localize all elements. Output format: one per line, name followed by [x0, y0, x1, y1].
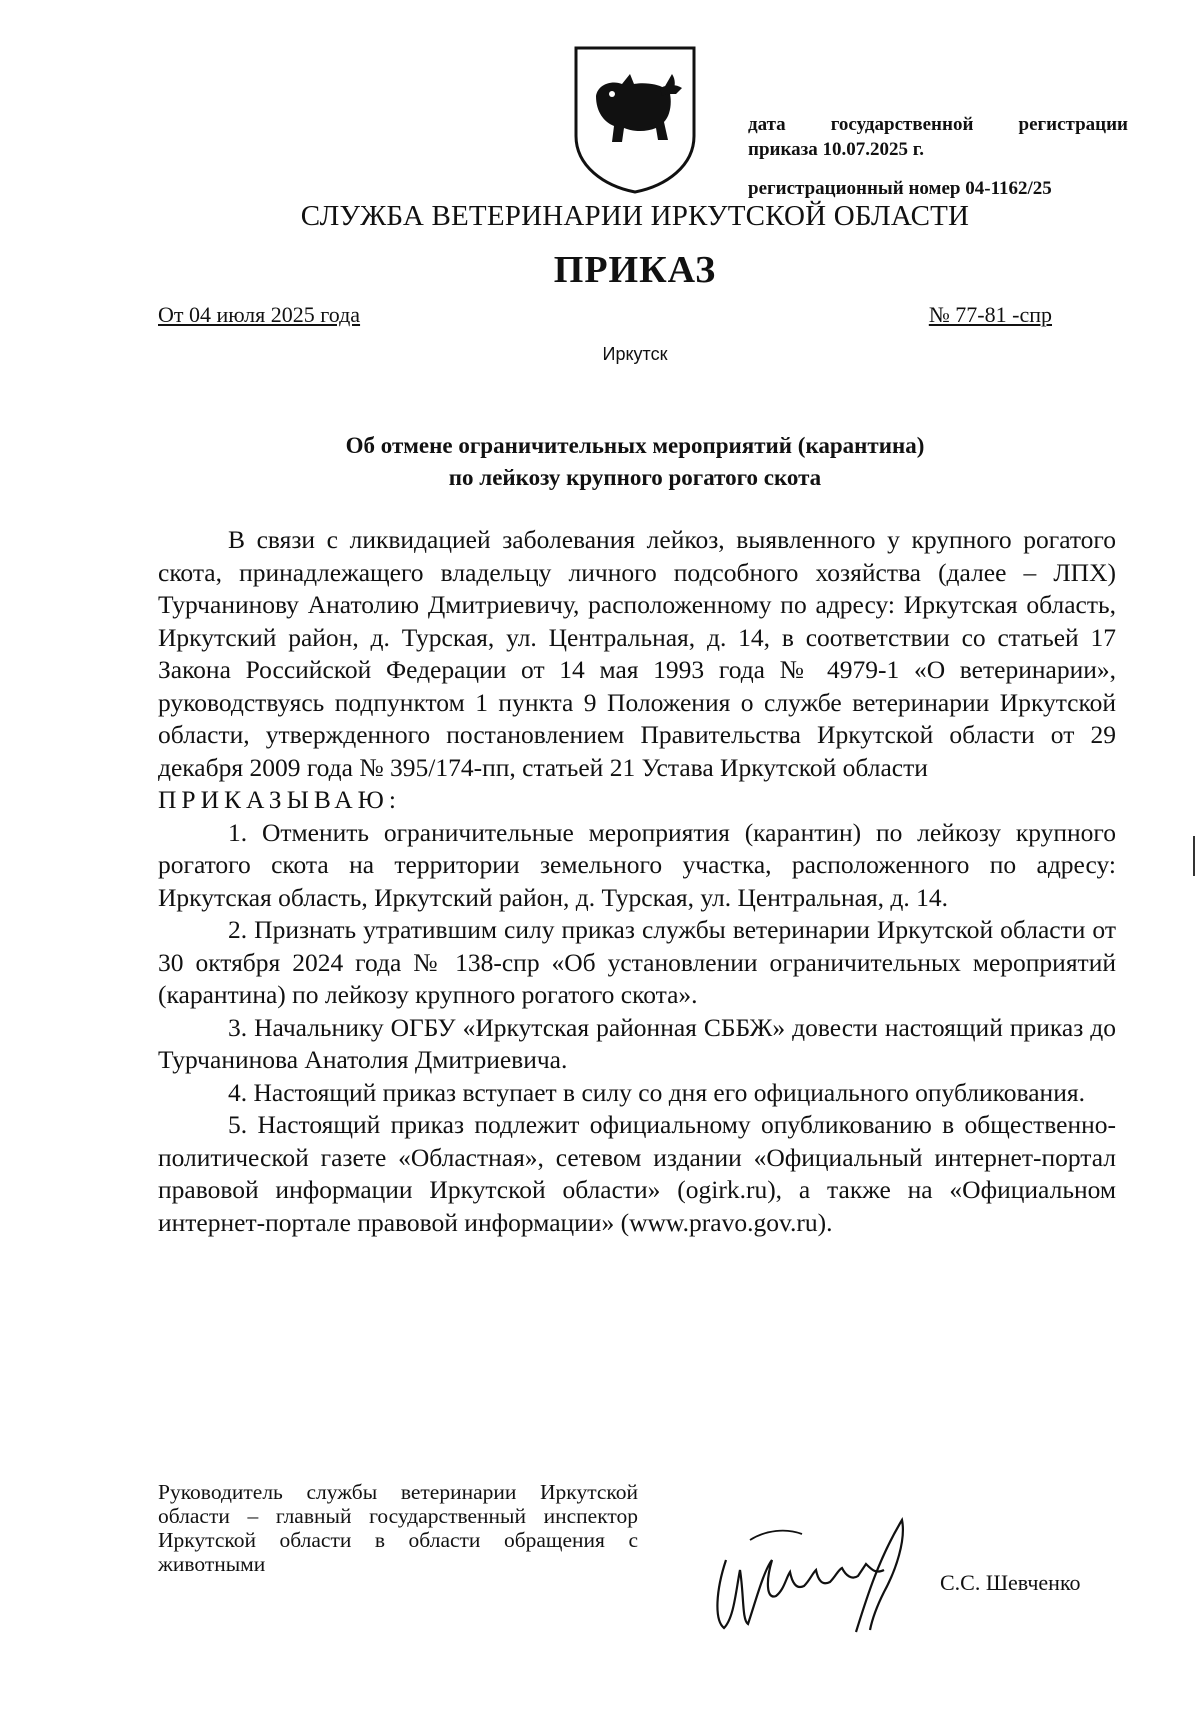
registration-label-1: дата — [748, 114, 786, 135]
organization-name: СЛУЖБА ВЕТЕРИНАРИИ ИРКУТСКОЙ ОБЛАСТИ — [300, 200, 970, 232]
registration-date: приказа 10.07.2025 г. — [748, 139, 924, 160]
order-item: 3. Начальнику ОГБУ «Иркутская районная СББЖ» довести настоящий приказ до Турчанинова Анатолия Дмитриевича. — [158, 1012, 1116, 1074]
subject-line-1: Об отмене ограничительных мероприятий (карантина) — [345, 433, 925, 458]
registration-label-3: регистрации — [1018, 114, 1128, 135]
order-item: 2. Признать утратившим силу приказ службы ветеринарии Иркутской области от 30 октября 2024 года № 138-спр «Об установлении ограничительных мероприятий (карантина) по лейкозу крупного рогатого скота». — [158, 915, 1116, 1009]
handwritten-signature — [706, 1500, 966, 1640]
order-word: ПРИКАЗЫВАЮ: — [158, 785, 401, 814]
order-body — [158, 524, 1116, 1239]
order-item: 5. Настоящий приказ подлежит официальному опубликованию в общественно-политической газете «Областная», сетевом издании «Официальный интернет-портал правовой информации Иркутской области» (ogirk.ru), а также на «Официальном интернет-портале правовой информации» (www.pravo.gov.ru). — [158, 1110, 1116, 1237]
signatory-name: С.С. Шевченко — [940, 1570, 1081, 1595]
registration-stamp — [748, 112, 1128, 201]
order-number: № 77-81 -спр — [928, 302, 1052, 327]
registration-label-2: государственной — [830, 114, 974, 135]
order-subject — [0, 430, 1200, 494]
order-city: Иркутск — [602, 344, 668, 364]
coat-of-arms-icon — [572, 44, 698, 194]
signatory-position: Руководитель службы ветеринарии Иркутской области – главный государственный инспектор Иркутской области в области обращения с животными — [158, 1480, 638, 1576]
order-item: 4. Настоящий приказ вступает в силу со дня его официального опубликования. — [228, 1077, 1085, 1107]
document-type: ПРИКАЗ — [553, 249, 717, 291]
scan-margin-mark — [1193, 836, 1195, 876]
order-item: 1. Отменить ограничительные мероприятия (карантин) по лейкозу крупного рогатого скота на территории земельного участка, расположенного по адресу: Иркутская область, Иркутский район, д. Турская, ул. Центральная, д. 14. — [158, 817, 1116, 912]
registration-number: регистрационный номер 04-1162/25 — [748, 178, 1052, 199]
preamble-paragraph: В связи с ликвидацией заболевания лейкоз, выявленного у крупного рогатого скота, принадлежащего владельцу личного подсобного хозяйства (далее – ЛПХ) Турчанинову Анатолию Дмитриевичу, расположенному по адресу: Иркутская область, Иркутский район, д. Турская, ул. Центральная, д. 14, в соответствии со статьей 17 Закона Российской Федерации от 14 мая 1993 года № 4979-1 «О ветеринарии», руководствуясь подпунктом 1 пункта 9 Положения о службе ветеринарии Иркутской области, утвержденного постановлением Правительства Иркутской области от 29 декабря 2009 года № 395/174-пп, статьей 21 Устава Иркутской области — [158, 525, 1116, 782]
order-date: От 04 июля 2025 года — [158, 302, 361, 327]
subject-line-2: по лейкозу крупного рогатого скота — [448, 465, 822, 490]
